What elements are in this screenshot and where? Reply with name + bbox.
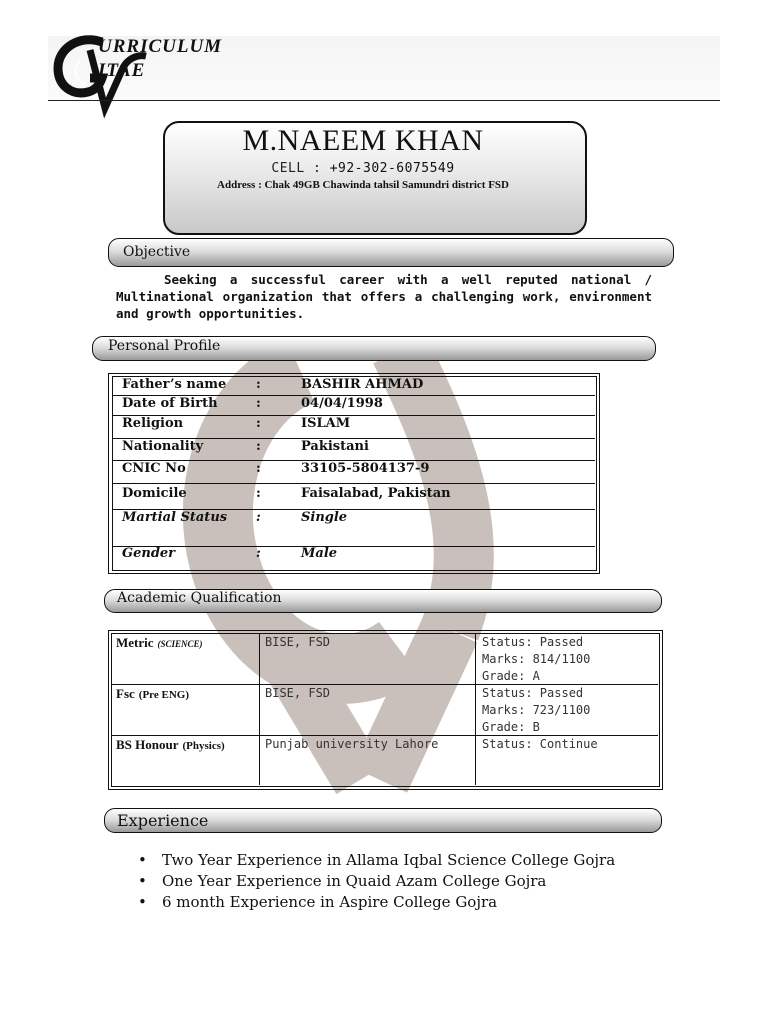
academic-status: Status: Passed	[482, 686, 584, 700]
experience-text: One Year Experience in Quaid Azam College Gojra	[162, 872, 547, 890]
academic-degree	[116, 634, 203, 653]
profile-row-divider	[112, 509, 595, 510]
address-line: Address : Chak 49GB Chawinda tahsil Samundri district FSD	[217, 179, 509, 191]
academic-degree	[116, 685, 189, 704]
academic-title: Academic Qualification	[117, 590, 282, 606]
profile-value: Male	[301, 546, 338, 561]
profile-label: Religion	[122, 416, 184, 431]
academic-board: BISE, FSD	[265, 635, 331, 649]
objective-text	[116, 271, 652, 322]
cell-value: +92-302-6075549	[329, 161, 455, 176]
profile-value: Single	[301, 510, 348, 525]
academic-board: Punjab university Lahore	[265, 737, 439, 751]
profile-label: Gender	[122, 546, 176, 561]
logo-line1: URRICULUM	[98, 36, 223, 57]
profile-separator: :	[256, 461, 261, 476]
profile-label: Father’s name	[122, 377, 227, 392]
degree-field: (Physics)	[182, 740, 225, 752]
experience-item	[138, 871, 615, 892]
header-rule	[48, 100, 720, 101]
academic-status: Status: Continue	[482, 737, 598, 751]
academic-status: Grade: A	[482, 669, 540, 683]
profile-separator: :	[256, 416, 261, 431]
objective-body: Seeking a successful career with a well reputed national / Multinational organization that offers a challenging work, environment and growth opportunities.	[116, 272, 652, 321]
profile-value: Faisalabad, Pakistan	[301, 486, 451, 501]
experience-text: Two Year Experience in Allama Iqbal Science College Gojra	[162, 851, 616, 869]
profile-value: 04/04/1998	[301, 396, 383, 411]
objective-header	[108, 238, 674, 267]
experience-title: Experience	[117, 811, 209, 830]
profile-row-divider	[112, 438, 595, 439]
profile-label: CNIC No	[122, 461, 186, 476]
profile-row-divider	[112, 546, 595, 547]
profile-separator: :	[256, 486, 261, 501]
academic-col-divider	[475, 633, 476, 785]
personal-profile-title: Personal Profile	[108, 338, 221, 354]
objective-title: Objective	[123, 244, 191, 260]
academic-degree	[116, 736, 225, 755]
degree-field: (SCIENCE)	[157, 639, 203, 649]
profile-separator: :	[256, 546, 261, 561]
degree-name: BS Honour	[116, 737, 179, 752]
cell-line	[163, 161, 563, 176]
profile-separator: :	[256, 510, 261, 525]
profile-label: Domicile	[122, 486, 187, 501]
academic-status: Marks: 723/1100	[482, 703, 591, 717]
bullet-icon: •	[138, 851, 147, 869]
degree-field: (Pre ENG)	[138, 689, 189, 701]
profile-value: 33105-5804137-9	[301, 461, 430, 476]
experience-text: 6 month Experience in Aspire College Gojra	[162, 893, 498, 911]
bullet-icon: •	[138, 893, 147, 911]
logo-line2: ITAE	[98, 60, 146, 81]
profile-value: Pakistani	[301, 439, 369, 454]
profile-value: ISLAM	[301, 416, 351, 431]
cell-label: CELL :	[271, 161, 322, 176]
academic-board: BISE, FSD	[265, 686, 331, 700]
profile-row-divider	[112, 460, 595, 461]
profile-value: BASHIR AHMAD	[301, 377, 424, 392]
profile-row-divider	[112, 395, 595, 396]
profile-row-divider	[112, 483, 595, 484]
academic-status: Status: Passed	[482, 635, 584, 649]
academic-status: Marks: 814/1100	[482, 652, 591, 666]
profile-separator: :	[256, 439, 261, 454]
profile-separator: :	[256, 377, 261, 392]
bullet-icon: •	[138, 872, 147, 890]
candidate-name: M.NAEEM KHAN	[242, 124, 484, 157]
experience-item	[138, 850, 615, 871]
profile-label: Date of Birth	[122, 396, 218, 411]
degree-name: Metric	[116, 635, 154, 650]
experience-list	[138, 850, 615, 913]
academic-col-divider	[259, 633, 260, 785]
experience-item	[138, 892, 615, 913]
profile-label: Nationality	[122, 439, 204, 454]
profile-separator: :	[256, 396, 261, 411]
academic-status: Grade: B	[482, 720, 540, 734]
profile-label: Martial Status	[122, 510, 228, 525]
profile-row-divider	[112, 415, 595, 416]
degree-name: Fsc	[116, 686, 135, 701]
